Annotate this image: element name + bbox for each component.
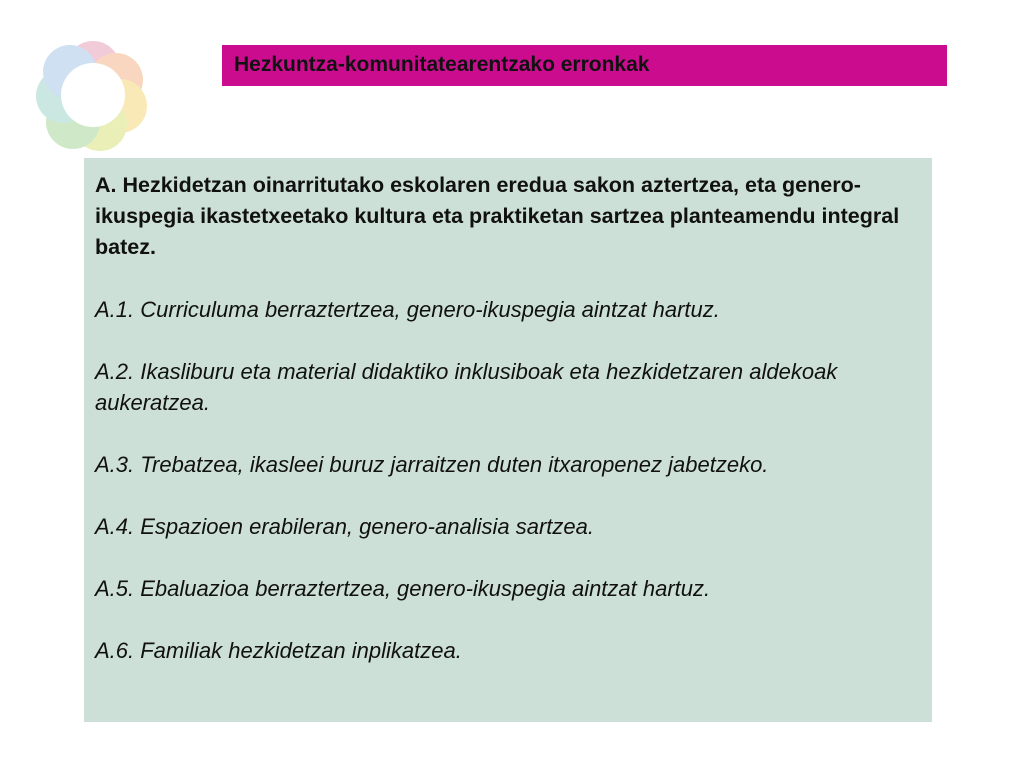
list-item-a1: A.1. Curriculuma berraztertzea, genero-ikuspegia aintzat hartuz.	[95, 297, 720, 322]
title-bar	[222, 45, 947, 86]
flower-ring-logo-icon	[28, 30, 158, 160]
list-item-a2: A.2. Ikasliburu eta material didaktiko inklusiboak eta hezkidetzaren aldekoak aukeratzea.	[95, 359, 838, 415]
slide-title: Hezkuntza-komunitatearentzako erronkak	[234, 53, 650, 76]
section-heading: A. Hezkidetzan oinarritutako eskolaren eredua sakon aztertzea, eta genero-ikuspegia ikastetxeetako kultura eta praktiketan sartzea planteamendu integral batez.	[95, 173, 900, 259]
list-item-a5: A.5. Ebaluazioa berraztertzea, genero-ikuspegia aintzat hartuz.	[95, 576, 711, 601]
list-item-a3: A.3. Trebatzea, ikasleei buruz jarraitzen duten itxaropenez jabetzeko.	[95, 452, 769, 477]
list-item-a6: A.6. Familiak hezkidetzan inplikatzea.	[95, 638, 462, 663]
content-box	[84, 158, 932, 722]
list-item-a4: A.4. Espazioen erabileran, genero-analisia sartzea.	[95, 514, 594, 539]
